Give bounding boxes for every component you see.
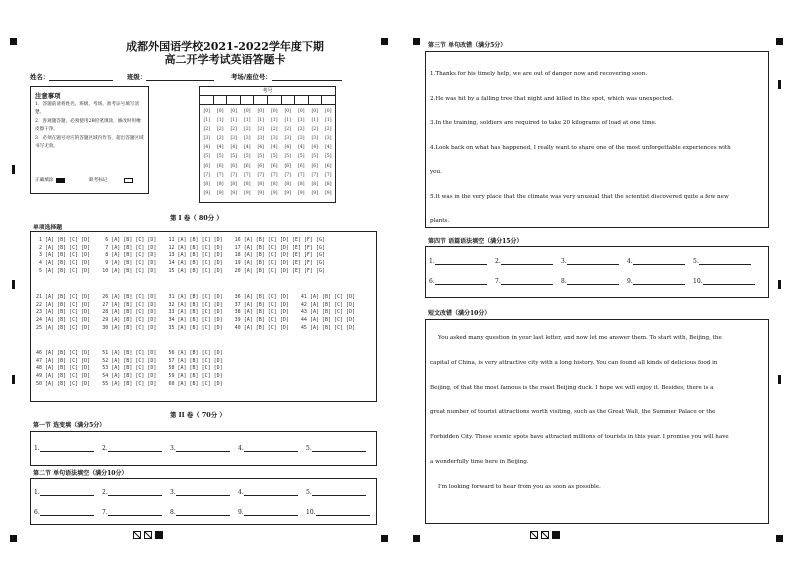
blank-line[interactable]	[244, 509, 298, 516]
mc-question-row[interactable]: 21 [A] [B] [C] [D] 26 [A] [B] [C] [D] 31 [A] [B] [C] [D] 36 [A] [B] [C] [D] 41 [A] [B] [C] [D]	[36, 294, 356, 300]
blank-number: 8.	[170, 509, 176, 516]
exam-id-bubble[interactable]: [6]	[203, 163, 210, 169]
answer-blank[interactable]	[102, 445, 170, 452]
sec4-title: 第四节 语篇语法填空（满分15分）	[428, 238, 523, 245]
exam-id-bubble[interactable]: [6]	[270, 163, 278, 169]
blank-number: 7.	[495, 278, 501, 285]
exam-id-bubble[interactable]: [5]	[230, 154, 237, 160]
blank-line[interactable]	[244, 489, 298, 496]
blank-number: 4.	[238, 489, 244, 496]
exam-id-digit-row	[200, 134, 335, 143]
correction-sentence[interactable]: 3.In the training, soldiers are required to take 20 kilograms of load at one time.	[430, 120, 657, 126]
exam-id-bubble[interactable]: [1]	[257, 118, 264, 124]
exam-id-bubble[interactable]: [5]	[216, 154, 224, 160]
exam-id-write-row[interactable]	[200, 96, 335, 105]
mc-question-row[interactable]: 2 [A] [B] [C] [D] 7 [A] [B] [C] [D] 12 [A] [B] [C] [D] 17 [A] [B] [C] [D] [E] [F] [G]	[36, 244, 325, 251]
exam-id-bubble[interactable]: [7]	[230, 172, 237, 178]
blank-number: 3.	[561, 258, 567, 265]
notice-item: 1．答题前请将姓名、班级、考场、准考证号填写清楚。	[35, 102, 139, 115]
correct-fill-example	[35, 177, 65, 183]
blank-line[interactable]	[40, 489, 94, 496]
exam-id-bubble[interactable]: [7]	[243, 172, 251, 178]
exam-id-bubble[interactable]: [1]	[297, 118, 305, 124]
exam-id-bubbles[interactable]	[200, 105, 335, 198]
exam-id-bubble[interactable]: [2]	[230, 127, 237, 133]
exam-id-bubble[interactable]: [2]	[203, 127, 210, 133]
blank-line[interactable]	[244, 445, 298, 452]
registration-mark	[413, 38, 420, 45]
answer-blank[interactable]	[238, 445, 306, 452]
blank-number: 2.	[495, 258, 501, 265]
timing-mark	[778, 375, 781, 384]
blank-line[interactable]	[699, 258, 751, 265]
exam-id-bubble[interactable]: [9]	[324, 190, 332, 196]
mc-question-row[interactable]: 4 [A] [B] [C] [D] 9 [A] [B] [C] [D] 14 [A] [B] [C] [D] 19 [A] [B] [C] [D] [E] [F] [G]	[36, 260, 325, 267]
class-field[interactable]	[127, 72, 214, 81]
exam-id-bubble[interactable]: [3]	[216, 136, 224, 142]
seat-label: 考场/座位号：	[231, 73, 272, 81]
exam-id-bubble[interactable]: [7]	[203, 172, 210, 178]
blank-number: 5.	[306, 445, 312, 452]
exam-id-bubble[interactable]: [4]	[216, 145, 224, 151]
answer-blank[interactable]	[34, 445, 102, 452]
exam-id-digit-row	[200, 116, 335, 125]
exam-id-bubble[interactable]: [5]	[203, 154, 210, 160]
exam-id-bubble[interactable]: [6]	[230, 163, 237, 169]
exam-id-bubble[interactable]: [5]	[311, 154, 318, 160]
exam-id-bubble[interactable]: [9]	[257, 190, 264, 196]
blank-number: 2.	[102, 489, 108, 496]
exam-id-bubble[interactable]: [8]	[243, 181, 251, 187]
exam-id-bubble[interactable]: [0]	[311, 109, 318, 114]
exam-id-bubble[interactable]: [2]	[257, 127, 264, 133]
exam-id-bubble[interactable]: [2]	[297, 127, 305, 133]
blank-line[interactable]	[312, 489, 366, 496]
exam-id-bubble[interactable]: [6]	[243, 163, 251, 169]
exam-id-bubble[interactable]: [2]	[311, 127, 318, 133]
registration-mark	[413, 535, 420, 542]
passage-line[interactable]: Beijing, of that the most famous is the roast Beijing duck. I hope we will enjoy it. Besides, there is a	[430, 384, 714, 391]
timing-mark	[778, 80, 781, 89]
exam-id-bubble[interactable]: [4]	[324, 145, 332, 151]
passage-line[interactable]: I'm looking forward to hear from you as soon as possible.	[438, 483, 601, 490]
exam-id-bubble[interactable]: [1]	[203, 118, 210, 124]
blank-number: 10.	[693, 278, 703, 285]
exam-id-bubble[interactable]: [9]	[230, 190, 237, 196]
mc-question-row[interactable]: 5 [A] [B] [C] [D] 10 [A] [B] [C] [D] 15 [A] [B] [C] [D] 20 [A] [B] [C] [D] [E] [F] [G]	[36, 267, 325, 274]
correct-fill-label: 正确填涂	[35, 178, 54, 183]
answer-blank[interactable]	[693, 258, 759, 265]
mc-question-row[interactable]: 1 [A] [B] [C] [D] 6 [A] [B] [C] [D] 11 [A] [B] [C] [D] 16 [A] [B] [C] [D] [E] [F] [G]	[36, 237, 325, 243]
passage-line[interactable]: a wonderfully time here in Beijing.	[430, 458, 529, 465]
sec2-answer-box[interactable]	[30, 478, 377, 525]
registration-mark	[10, 38, 17, 45]
name-line[interactable]	[49, 74, 113, 81]
exam-id-bubble[interactable]: [6]	[311, 163, 318, 169]
exam-id-bubble[interactable]: [5]	[270, 154, 278, 160]
exam-id-bubble[interactable]: [3]	[203, 136, 210, 142]
exam-id-bubble[interactable]: [3]	[243, 136, 251, 142]
answer-blank[interactable]	[102, 489, 170, 496]
mc-question-row[interactable]: 24 [A] [B] [C] [D] 29 [A] [B] [C] [D] 34 [A] [B] [C] [D] 39 [A] [B] [C] [D] 44 [A] [B] [C] [D]	[36, 317, 356, 324]
exam-id-bubble[interactable]: [2]	[270, 127, 278, 133]
exam-id-bubble[interactable]: [3]	[230, 136, 237, 142]
exam-id-bubble[interactable]: [5]	[284, 154, 291, 160]
exam-id-bubble[interactable]: [8]	[230, 181, 237, 187]
passage-line[interactable]: capital of China, is very attractive city with a long history. You can found all kinds of delicious food in	[430, 359, 718, 366]
answer-blank[interactable]	[495, 258, 561, 265]
answer-blank[interactable]	[627, 278, 693, 285]
mc-question-row[interactable]: 46 [A] [B] [C] [D] 51 [A] [B] [C] [D] 56 [A] [B] [C] [D]	[36, 350, 223, 356]
blank-line[interactable]	[108, 489, 162, 496]
blank-line[interactable]	[108, 445, 162, 452]
mc-question-row[interactable]: 48 [A] [B] [C] [D] 53 [A] [B] [C] [D] 58 [A] [B] [C] [D]	[36, 365, 223, 372]
exam-id-bubble[interactable]: [2]	[243, 127, 251, 133]
exam-id-bubble[interactable]: [4]	[284, 145, 291, 151]
exam-id-bubble[interactable]: [1]	[270, 118, 278, 124]
blank-line[interactable]	[40, 509, 94, 516]
blank-number: 1.	[34, 489, 40, 496]
missing-mark-label: 缺考标记	[89, 178, 108, 183]
exam-id-bubble[interactable]: [7]	[311, 172, 318, 178]
class-line[interactable]	[146, 74, 214, 81]
answer-blank[interactable]	[102, 509, 170, 516]
registration-mark	[776, 38, 783, 45]
sec1-blanks[interactable]	[34, 445, 374, 452]
exam-id-bubble[interactable]: [8]	[284, 181, 291, 187]
sec4-blanks-row1[interactable]	[429, 258, 759, 265]
blank-line[interactable]	[176, 489, 230, 496]
exam-id-bubble[interactable]: [6]	[324, 163, 332, 169]
sec2-title: 第二节 单句语法填空（满分10分）	[33, 470, 128, 477]
exam-id-bubble[interactable]: [7]	[257, 172, 264, 178]
exam-id-grid[interactable]	[199, 86, 336, 203]
exam-id-bubble[interactable]: [9]	[203, 190, 210, 196]
mc-question-row[interactable]: 49 [A] [B] [C] [D] 54 [A] [B] [C] [D] 59 [A] [B] [C] [D]	[36, 373, 223, 380]
exam-id-bubble[interactable]: [8]	[216, 181, 224, 187]
blank-line[interactable]	[312, 445, 366, 452]
sec2-blanks-row2[interactable]	[34, 509, 374, 516]
registration-mark	[381, 38, 388, 45]
answer-blank[interactable]	[429, 258, 495, 265]
exam-id-bubble[interactable]: [8]	[270, 181, 278, 187]
exam-id-bubble[interactable]: [2]	[324, 127, 332, 133]
exam-id-bubble[interactable]: [4]	[270, 145, 278, 151]
exam-id-bubble[interactable]: [5]	[257, 154, 264, 160]
blank-line[interactable]	[316, 509, 370, 516]
exam-id-bubble[interactable]: [1]	[311, 118, 318, 124]
mc-block-46-60[interactable]	[36, 350, 223, 389]
exam-id-bubble[interactable]: [0]	[284, 109, 291, 114]
exam-id-header: 考号	[200, 87, 335, 96]
exam-id-digit-row	[200, 162, 335, 171]
exam-id-digit-row	[200, 143, 335, 152]
timing-mark	[12, 375, 15, 384]
seat-line[interactable]	[272, 74, 342, 81]
name-label: 姓名：	[30, 73, 50, 81]
correction-sentence[interactable]: 5.It was in the very place that the climate was very unusual that the scientist discovered quite a few new	[430, 193, 729, 200]
exam-id-bubble[interactable]: [3]	[324, 136, 332, 142]
exam-id-bubble[interactable]: [4]	[230, 145, 237, 151]
sec5-answer-box[interactable]	[425, 319, 769, 524]
exam-id-bubble[interactable]: [4]	[203, 145, 210, 151]
mc-question-row[interactable]: 22 [A] [B] [C] [D] 27 [A] [B] [C] [D] 32 [A] [B] [C] [D] 37 [A] [B] [C] [D] 42 [A] [B] [C] [D]	[36, 301, 356, 308]
part2-title: 第 II 卷（ 70分 ）	[170, 411, 226, 419]
exam-id-bubble[interactable]: [5]	[243, 154, 251, 160]
exam-id-bubble[interactable]: [7]	[270, 172, 278, 178]
exam-id-bubble[interactable]: [9]	[216, 190, 224, 196]
filled-box-icon	[56, 178, 65, 183]
exam-id-bubble[interactable]: [1]	[324, 118, 332, 124]
blank-line[interactable]	[176, 509, 230, 516]
exam-id-bubble[interactable]: [1]	[243, 118, 251, 124]
blank-number: 4.	[627, 258, 633, 265]
blank-number: 9.	[627, 278, 633, 285]
answer-blank[interactable]	[561, 278, 627, 285]
exam-id-bubble[interactable]: [3]	[257, 136, 264, 142]
blank-number: 8.	[561, 278, 567, 285]
blank-line[interactable]	[501, 278, 553, 285]
exam-id-bubble[interactable]: [3]	[297, 136, 305, 142]
exam-id-bubble[interactable]: [9]	[297, 190, 305, 196]
sec1-title: 第一节 选变填（满分5分）	[33, 422, 106, 429]
blank-line[interactable]	[435, 258, 487, 265]
blank-number: 3.	[170, 489, 176, 496]
exam-id-bubble[interactable]: [6]	[284, 163, 291, 169]
exam-id-bubble[interactable]: [7]	[297, 172, 305, 178]
exam-id-bubble[interactable]: [0]	[230, 109, 237, 114]
exam-id-bubble[interactable]: [9]	[243, 190, 251, 196]
answer-blank[interactable]	[306, 509, 374, 516]
correction-sentence[interactable]: plants.	[430, 218, 450, 224]
exam-id-digit-row	[200, 107, 335, 116]
sec3-sentences[interactable]	[430, 62, 764, 234]
answer-blank[interactable]	[170, 445, 238, 452]
sheet-title-line1: 成都外国语学校2021-2022学年度下期	[126, 40, 324, 53]
exam-id-bubble[interactable]: [0]	[243, 109, 251, 114]
mc-question-row[interactable]: 47 [A] [B] [C] [D] 52 [A] [B] [C] [D] 57 [A] [B] [C] [D]	[36, 357, 223, 364]
answer-blank[interactable]	[170, 509, 238, 516]
blank-number: 1.	[34, 445, 40, 452]
sec5-title: 短文改错（满分10分）	[428, 310, 491, 317]
exam-id-bubble[interactable]: [2]	[284, 127, 291, 133]
blank-number: 6.	[34, 509, 40, 516]
exam-id-digit-row	[200, 125, 335, 134]
exam-id-bubble[interactable]: [9]	[284, 190, 291, 196]
seat-field[interactable]	[231, 72, 342, 81]
answer-blank[interactable]	[693, 278, 759, 285]
blank-line[interactable]	[633, 278, 685, 285]
exam-id-bubble[interactable]: [0]	[297, 109, 305, 114]
exam-id-digit-row	[200, 180, 335, 189]
page-code-right	[530, 531, 560, 539]
notice-title: 注意事项	[35, 92, 61, 100]
sec3-answer-box[interactable]	[425, 51, 769, 228]
mc-question-row[interactable]: 50 [A] [B] [C] [D] 55 [A] [B] [C] [D] 60 [A] [B] [C] [D]	[36, 380, 223, 387]
exam-id-bubble[interactable]: [0]	[216, 109, 224, 114]
passage-line[interactable]: great number of tourist attractions worth visiting, such as the Great Wall, the Summer Palace or the	[430, 409, 716, 416]
answer-blank[interactable]	[495, 278, 561, 285]
blank-line[interactable]	[567, 258, 619, 265]
sec1-answer-box[interactable]	[30, 431, 377, 466]
answer-blank[interactable]	[34, 509, 102, 516]
blank-number: 2.	[102, 445, 108, 452]
blank-line[interactable]	[435, 278, 487, 285]
blank-number: 6.	[429, 278, 435, 285]
answer-blank[interactable]	[429, 278, 495, 285]
exam-id-bubble[interactable]: [3]	[311, 136, 318, 142]
notice-box	[30, 86, 149, 194]
blank-number: 3.	[170, 445, 176, 452]
notice-item: 3．必须在题号对应的答题区域内作答，超出答题区域书写无效。	[35, 136, 144, 149]
correction-sentence[interactable]: you.	[430, 169, 442, 175]
blank-number: 9.	[238, 509, 244, 516]
exam-id-bubble[interactable]: [8]	[311, 181, 318, 187]
blank-line[interactable]	[40, 445, 94, 452]
passage-line[interactable]: Forbidden City. These scenic spots have attracted millions of tourists in this year. I promise you will have	[430, 434, 729, 441]
missing-mark-box[interactable]	[124, 178, 133, 183]
exam-id-digit-row	[200, 171, 335, 180]
exam-id-bubble[interactable]: [9]	[311, 190, 318, 196]
blank-line[interactable]	[633, 258, 685, 265]
sec5-passage[interactable]	[430, 326, 764, 500]
sec4-answer-box[interactable]	[425, 246, 769, 298]
exam-id-bubble[interactable]: [7]	[216, 172, 224, 178]
blank-number: 5.	[693, 258, 699, 265]
correction-sentence[interactable]: 1.Thanks for his timely help, we are out of danger now and recovering soon.	[430, 71, 648, 77]
sheet-title-line2: 高二开学考试英语答题卡	[164, 53, 286, 66]
exam-id-bubble[interactable]: [5]	[324, 154, 332, 160]
blank-line[interactable]	[567, 278, 619, 285]
correction-sentence[interactable]: 2.He was hit by a falling tree that night and killed in the spot, which was unexpected.	[430, 95, 674, 102]
blank-line[interactable]	[108, 509, 162, 516]
blank-number: 1.	[429, 258, 435, 265]
answer-blank[interactable]	[170, 489, 238, 496]
exam-id-bubble[interactable]: [4]	[257, 145, 264, 151]
exam-id-bubble[interactable]: [6]	[297, 163, 305, 169]
answer-blank[interactable]	[34, 489, 102, 496]
blank-line[interactable]	[703, 278, 755, 285]
exam-id-bubble[interactable]: [5]	[297, 154, 305, 160]
class-label: 班级：	[127, 73, 147, 81]
blank-number: 5.	[306, 489, 312, 496]
exam-id-bubble[interactable]: [3]	[270, 136, 278, 142]
exam-id-bubble[interactable]: [1]	[230, 118, 237, 124]
exam-id-bubble[interactable]: [7]	[284, 172, 291, 178]
mc-block-21-45[interactable]	[36, 294, 355, 333]
exam-id-bubble[interactable]: [0]	[324, 109, 332, 114]
exam-id-bubble[interactable]: [4]	[243, 145, 251, 151]
exam-id-bubble[interactable]: [7]	[324, 172, 332, 178]
missing-mark[interactable]	[89, 177, 133, 183]
sec3-title: 第三节 单句改错（满分5分）	[428, 42, 507, 49]
answer-blank[interactable]	[238, 489, 306, 496]
answer-blank[interactable]	[627, 258, 693, 265]
timing-mark	[778, 280, 781, 289]
blank-line[interactable]	[501, 258, 553, 265]
exam-id-bubble[interactable]: [8]	[257, 181, 264, 187]
answer-blank[interactable]	[561, 258, 627, 265]
passage-line[interactable]: You asked many question in your last letter, and now let me answer them. To start with, Beijing, the	[438, 335, 722, 341]
exam-id-digit-row	[200, 189, 335, 198]
part1-section-title: 单项选择题	[33, 225, 62, 231]
exam-id-bubble[interactable]: [1]	[284, 118, 291, 124]
exam-id-bubble[interactable]: [4]	[297, 145, 305, 151]
exam-id-bubble[interactable]: [2]	[216, 127, 224, 133]
sec4-blanks-row2[interactable]	[429, 278, 759, 285]
blank-number: 4.	[238, 445, 244, 452]
exam-id-bubble[interactable]: [0]	[257, 109, 264, 114]
exam-id-digit-row	[200, 152, 335, 161]
exam-id-bubble[interactable]: [8]	[203, 181, 210, 187]
mc-block-1-20[interactable]	[36, 237, 325, 276]
page-code-left	[133, 531, 163, 539]
answer-blank[interactable]	[238, 509, 306, 516]
notice-item: 2．客观题答题，必须使用2B铅笔填涂，修改时用橡皮擦干净。	[35, 119, 141, 132]
mc-question-row[interactable]: 25 [A] [B] [C] [D] 30 [A] [B] [C] [D] 35 [A] [B] [C] [D] 40 [A] [B] [C] [D] 45 [A] [B] [C] [D]	[36, 324, 356, 331]
exam-id-bubble[interactable]: [6]	[257, 163, 264, 169]
registration-mark	[381, 535, 388, 542]
answer-blank[interactable]	[306, 445, 374, 452]
blank-number: 7.	[102, 509, 108, 516]
exam-id-bubble[interactable]: [8]	[324, 181, 332, 187]
timing-mark	[12, 165, 15, 174]
correction-sentence[interactable]: 4.Look back on what has happened, I really want to share one of the most unforgettable experiences with	[430, 144, 731, 151]
part1-title: 第 I 卷（ 80分 ）	[170, 214, 223, 222]
sec2-blanks-row1[interactable]	[34, 489, 374, 496]
blank-number: 10.	[306, 509, 316, 516]
registration-mark	[10, 535, 17, 542]
exam-id-bubble[interactable]: [4]	[311, 145, 318, 151]
mc-question-row[interactable]: 3 [A] [B] [C] [D] 8 [A] [B] [C] [D] 13 [A] [B] [C] [D] 18 [A] [B] [C] [D] [E] [F] [G]	[36, 252, 325, 259]
timing-mark	[12, 280, 15, 289]
blank-line[interactable]	[176, 445, 230, 452]
answer-blank[interactable]	[306, 489, 374, 496]
exam-id-bubble[interactable]: [0]	[203, 109, 210, 114]
registration-mark	[776, 535, 783, 542]
exam-id-bubble[interactable]: [1]	[216, 118, 224, 124]
mc-question-row[interactable]: 23 [A] [B] [C] [D] 28 [A] [B] [C] [D] 33 [A] [B] [C] [D] 38 [A] [B] [C] [D] 43 [A] [B] [C] [D]	[36, 309, 356, 316]
exam-id-bubble[interactable]: [9]	[270, 190, 278, 196]
exam-id-bubble[interactable]: [0]	[270, 109, 278, 114]
exam-id-bubble[interactable]: [8]	[297, 181, 305, 187]
name-field[interactable]	[30, 72, 113, 81]
exam-id-bubble[interactable]: [3]	[284, 136, 291, 142]
mc-answer-area[interactable]	[30, 231, 377, 402]
exam-id-bubble[interactable]: [6]	[216, 163, 224, 169]
